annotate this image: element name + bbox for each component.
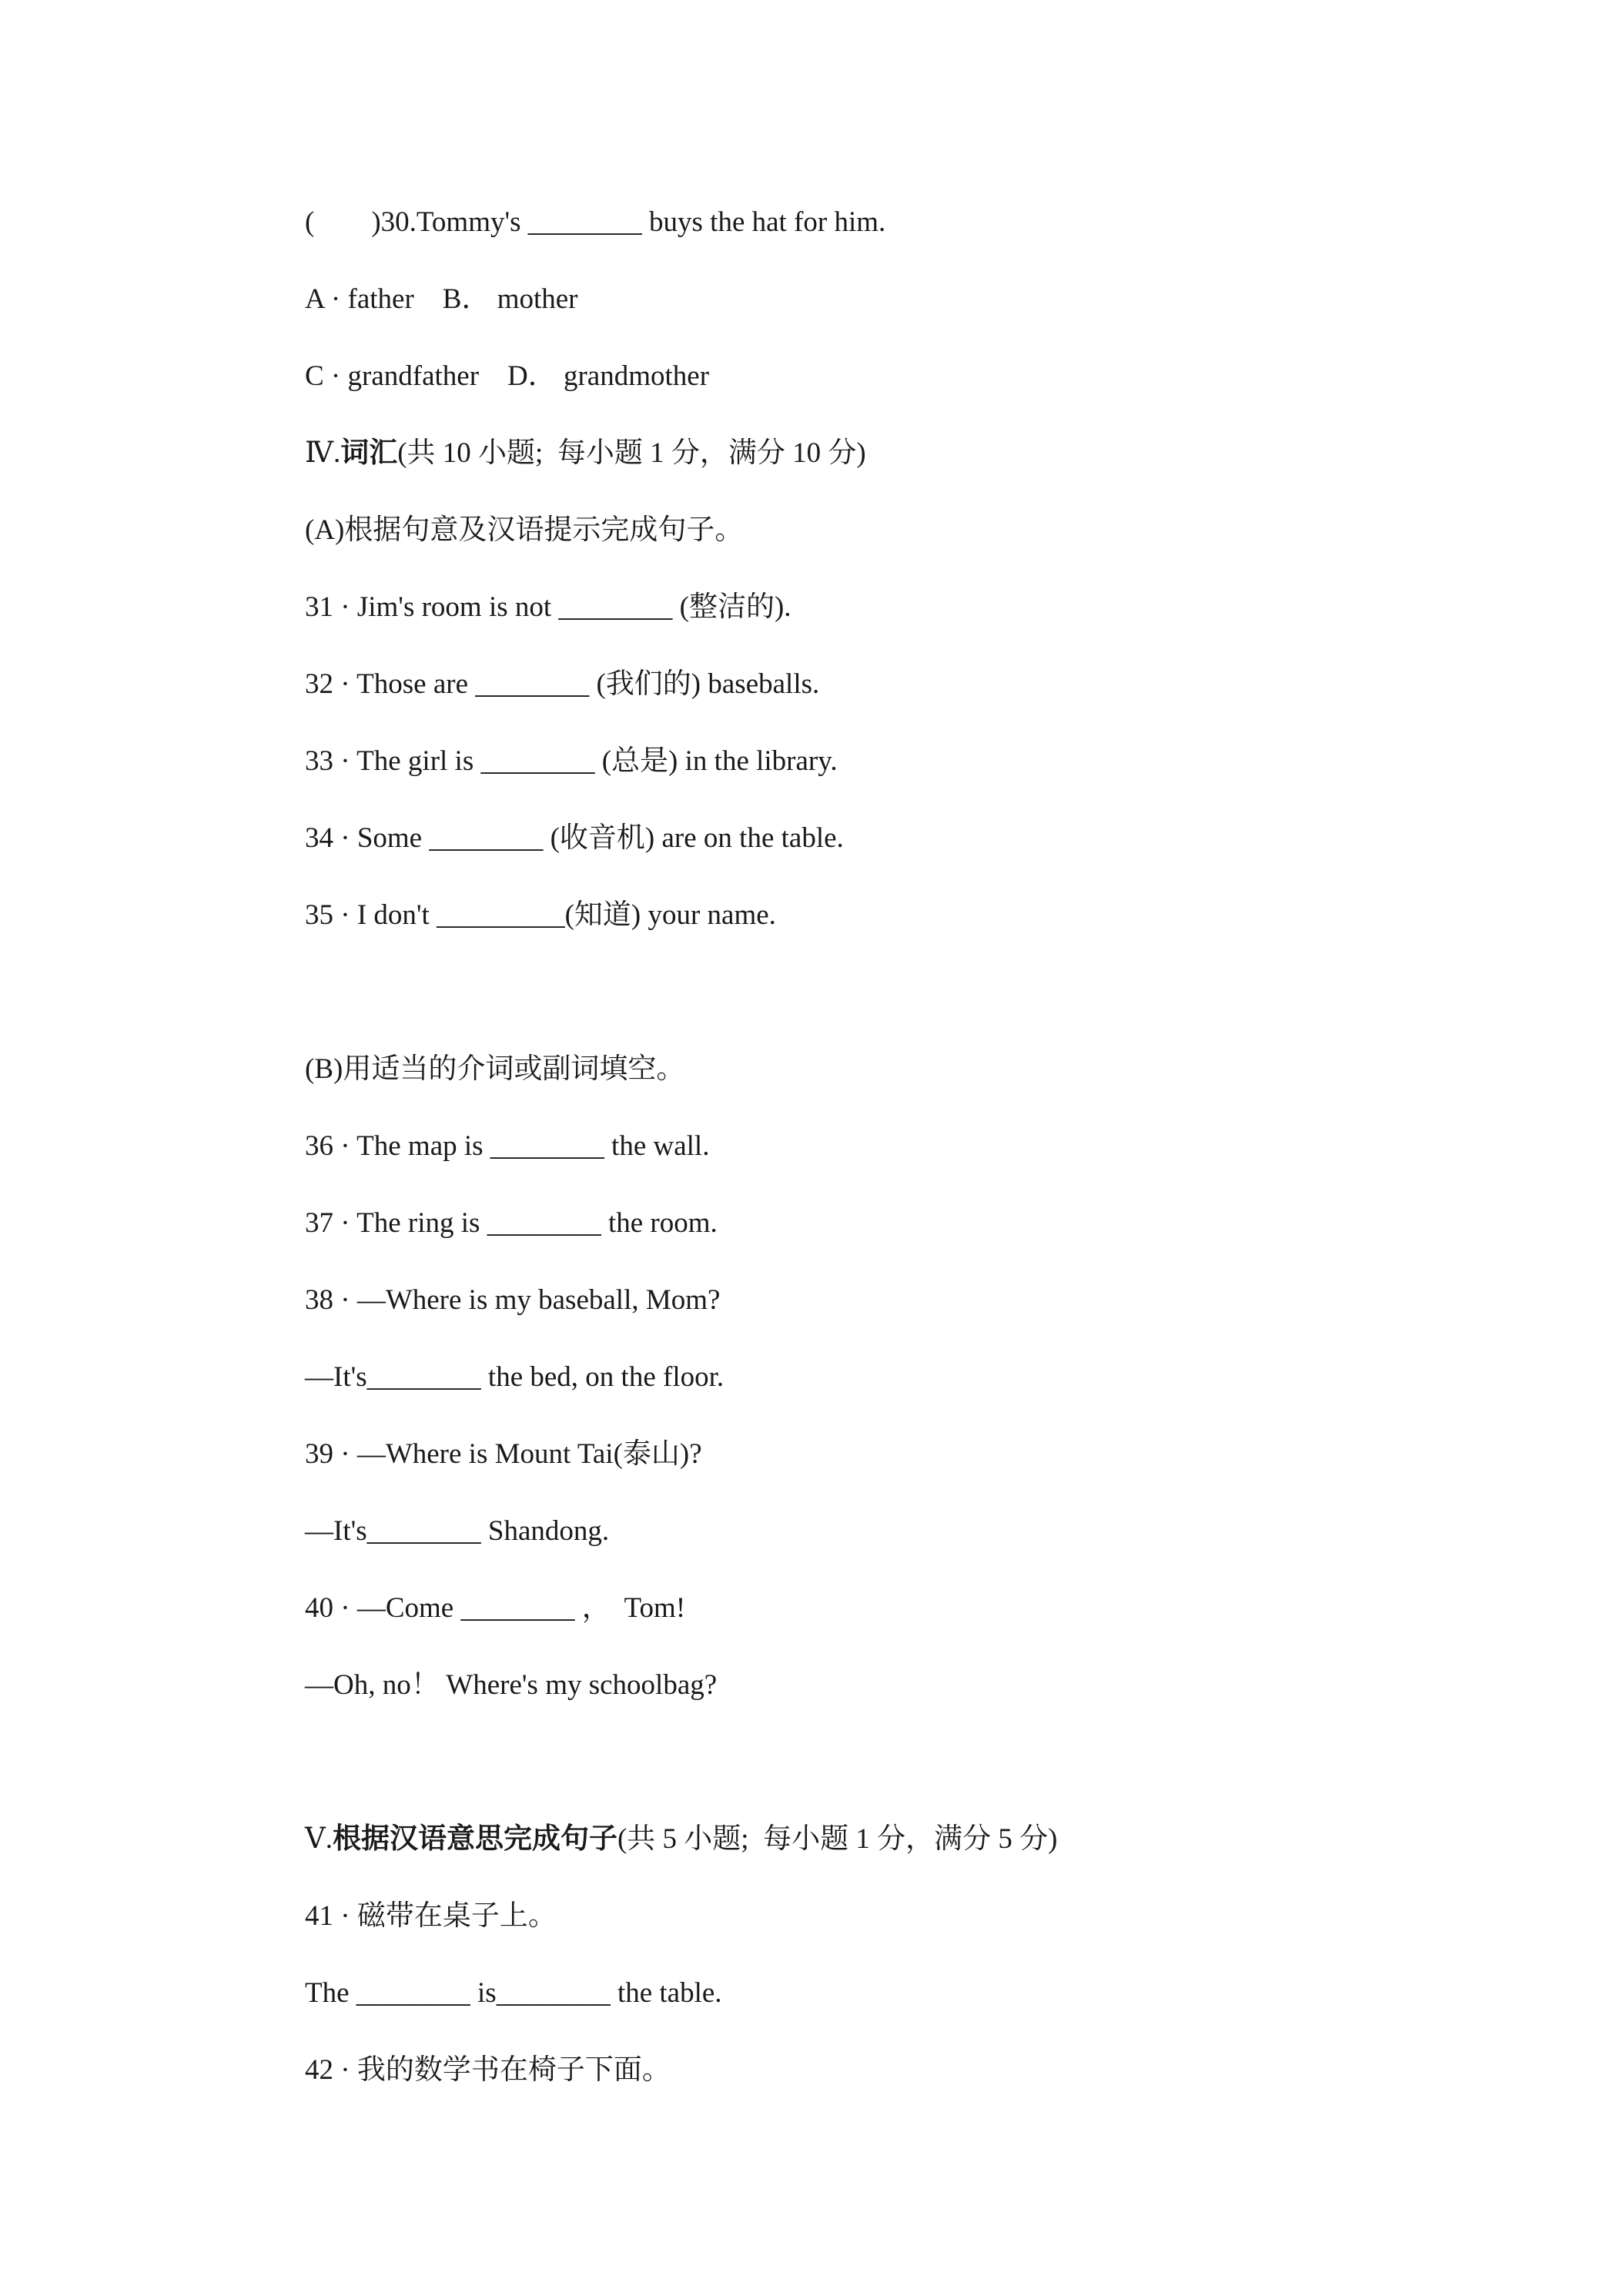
- section-5-number: Ⅴ.: [305, 1823, 333, 1855]
- section-5-heading: [305, 1825, 1057, 1853]
- section-4-scoring: (共 10 小题; 每小题 1 分，满分 10 分): [397, 437, 866, 469]
- section-4-heading: [305, 439, 866, 467]
- part-b-instruction: (B)用适当的介词或副词填空。: [305, 1053, 685, 1085]
- part-a-instruction: (A)根据句意及汉语提示完成句子。: [305, 514, 744, 546]
- question-31: 31 · Jim's room is not ________ (整洁的).: [305, 591, 791, 623]
- section-5-title: 根据汉语意思完成句子: [332, 1823, 617, 1855]
- question-30-options-cd: C · grandfather D． grandmother: [305, 360, 710, 392]
- question-39: 39 · —Where is Mount Tai(泰山)?: [305, 1438, 702, 1470]
- question-37: 37 · The ring is ________ the room.: [305, 1207, 718, 1239]
- question-38: 38 · —Where is my baseball, Mom?: [305, 1284, 721, 1316]
- question-30: ( )30.Tommy's ________ buys the hat for him.: [305, 206, 886, 238]
- question-42: 42 · 我的数学书在椅子下面。: [305, 2054, 671, 2086]
- section-4-title: 词汇: [340, 437, 398, 469]
- question-39-answer: —It's________ Shandong.: [305, 1515, 610, 1547]
- question-32: 32 · Those are ________ (我们的) baseballs.: [305, 668, 820, 700]
- question-35: 35 · I don't _________(知道) your name.: [305, 899, 776, 931]
- question-38-answer: —It's________ the bed, on the floor.: [305, 1361, 724, 1393]
- question-30-options-ab: A · father B． mother: [305, 283, 578, 315]
- question-41-sentence: The ________ is________ the table.: [305, 1977, 722, 2009]
- question-40: 40 · —Come ________ ， Tom!: [305, 1592, 686, 1624]
- question-40-answer: —Oh, no！ Where's my schoolbag?: [305, 1669, 718, 1701]
- section-5-scoring: (共 5 小题; 每小题 1 分，满分 5 分): [617, 1823, 1058, 1855]
- section-4-number: Ⅳ.: [305, 437, 341, 469]
- question-34: 34 · Some ________ (收音机) are on the table.: [305, 822, 844, 854]
- question-36: 36 · The map is ________ the wall.: [305, 1130, 710, 1162]
- question-41: 41 · 磁带在桌子上。: [305, 1900, 557, 1932]
- question-33: 33 · The girl is ________ (总是) in the library.: [305, 745, 838, 777]
